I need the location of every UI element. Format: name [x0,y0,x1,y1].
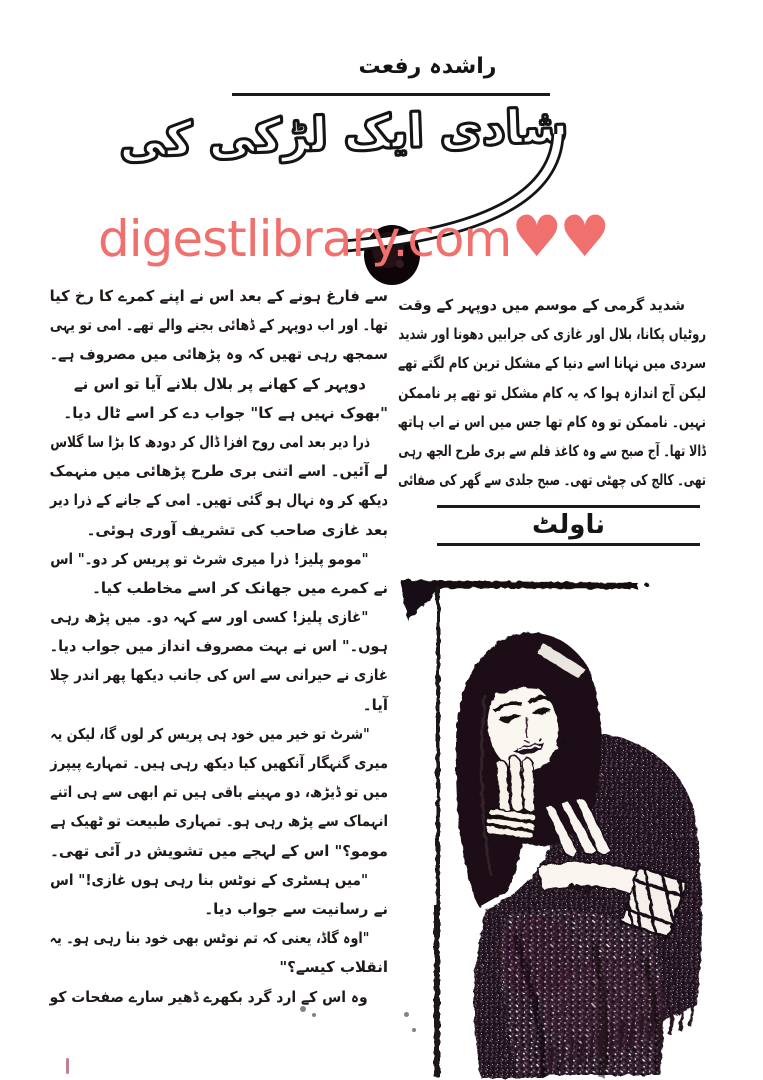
text-line: مومو؟" اس کے لہجے میں تشویش در آئی تھی۔ [50,841,389,860]
text-line: انقلاب کیسے؟" [279,958,388,977]
wrist-bead [584,889,590,895]
text-line: غازی نے حیرانی سے اس کی جانب دیکھا پھر اندر چلا [49,666,388,685]
text-line: آیا۔ [362,695,388,714]
text-line: "اوہ گاڈ، یعنی کہ تم نوٹس بھی خود بنا رہی ہو۔ یہ [49,929,370,948]
text-line: وہ اس کے ارد گرد بکھرے ڈھیر سارے صفحات کو [49,987,368,1006]
text-line: میری گنہگار آنکھیں کیا دیکھ رہی ہیں۔ تمہارے پیپرز [50,754,389,772]
novelette-badge [437,505,700,546]
scan-speck [312,1013,316,1017]
text-line: "شرٹ تو خیر میں خود ہی پریس کر لوں گا، لیکن یہ [50,724,370,743]
hand-at-chin [496,756,535,811]
text-line: تھا۔ اور اب دوپہر کے ڈھائی بجنے والے تھے۔ امی تو یہی [49,316,389,335]
left-text-column [50,282,388,1012]
author-name: راشدہ رفعت [358,54,497,79]
text-line: "غازی پلیز! کسی اور سے کہہ دو۔ میں پڑھ رہی [50,608,369,627]
scan-speck [404,1012,409,1017]
text-line: دوپہر کے کھانے پر بلال بلانے آیا تو اس نے [73,374,366,393]
text-line: سے فارغ ہونے کے بعد اس نے اپنے کمرے کا رخ کیا [49,287,389,305]
watermark [98,204,607,270]
text-line: نے رسانیت سے جواب دیا۔ [204,899,388,918]
author-underline [232,93,550,96]
text-line: دیکھ کر وہ نہال ہو گئی تھیں۔ امی کے جانے کے ذرا دیر [50,491,388,510]
badge-rule-bottom [437,543,700,546]
text-line: "بھوک نہیں ہے کا" جواب دے کر اسے ٹال دیا۔ [63,403,388,422]
text-line: انہماک سے پڑھ رہی ہو۔ تمہاری طبیعت تو ٹھیک ہے [50,812,389,831]
right-text-column [398,291,706,495]
text-line: نہیں۔ ناممکن تو وہ کام تھا جس میں اس نے اب ہاتھ [397,412,706,431]
badge-label: ناولٹ [532,510,605,540]
text-line: ڈالا تھا۔ آج صبح سے وہ کاغذ قلم سے بری طرح الجھ رہی [398,441,706,460]
earring [562,739,568,745]
text-line: ذرا دیر بعد امی روح افزا ڈال کر دودھ کا بڑا سا گلاس [50,432,371,451]
woman-portrait-illustration [395,575,763,1080]
text-line: "میں ہسٹری کے نوٹس بنا رہی ہوں غازی!" اس [50,870,369,889]
text-line: روٹیاں پکانا، بلال اور غازی کی جرابیں دھونا اور شدید [398,325,706,344]
wrist-bead [568,883,574,889]
text-line: شدید گرمی کے موسم میں دوپہر کے وقت [398,296,686,314]
page-title-calligraphy: شادی ایک لڑکی کی [118,98,569,168]
text-line: "مومو پلیز! ذرا میری شرٹ تو پریس کر دو۔" اس [50,549,369,568]
woman-figure [456,632,702,1078]
text-line: لیکن آج اندازہ ہوا کہ یہ کام مشکل تو تھے پر ناممکن [398,383,706,402]
wrist-bead [576,886,582,892]
text-line: سمجھ رہی تھیں کہ وہ پڑھائی میں مصروف ہے۔ [49,345,388,364]
scan-speck [412,1028,416,1032]
heart-icon: ♥♥ [511,204,608,270]
text-line: نے کمرے میں جھانک کر اسے مخاطب کیا۔ [92,578,388,597]
text-line: سردی میں نہانا اسے دنیا کے مشکل ترین کام لگتے تھے [398,354,706,373]
text-line: تھی۔ کالج کی چھٹی تھی۔ صبح جلدی سے گھر کی صفائی [398,471,706,490]
text-line: لے آئیں۔ اسے اتنی بری طرح پڑھائی میں منہمک [49,462,388,481]
text-line: میں تو ڈیڑھ، دو مہینے باقی ہیں تم ابھی سے ہی اتنے [49,783,389,802]
text-line: بعد غازی صاحب کی تشریف آوری ہوئی۔ [86,520,388,539]
scan-speck [66,1058,69,1074]
scan-speck [300,1006,306,1012]
text-line: ہوں۔" اس نے بہت مصروف انداز میں جواب دیا۔ [49,637,389,656]
watermark-text: digestlibrary.com [98,210,512,268]
